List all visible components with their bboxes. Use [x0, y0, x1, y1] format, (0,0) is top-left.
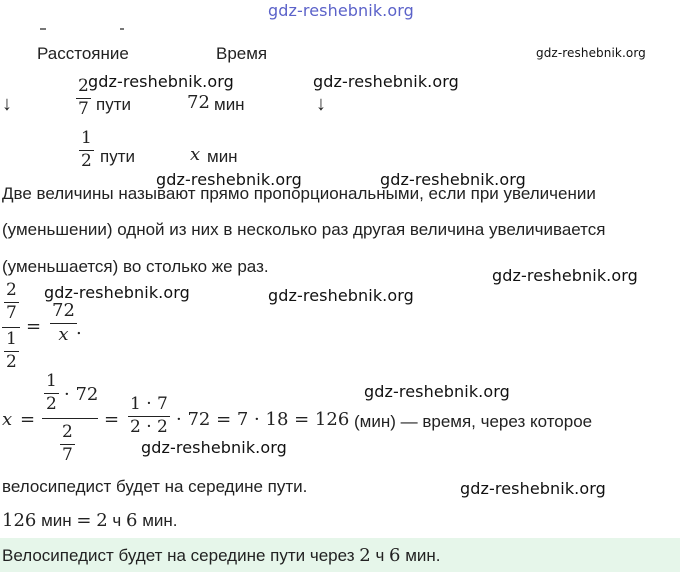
answer-minutes-unit: мин.	[405, 546, 441, 565]
row2-label: пути	[100, 147, 135, 166]
fraction-numerator: 2	[78, 76, 89, 96]
conversion-line	[2, 512, 178, 530]
row2-time-unit: мин	[207, 147, 238, 166]
row1-time-unit: мин	[214, 95, 245, 114]
conversion-rest-unit: мин.	[142, 511, 178, 530]
solution-line-2: велосипедист будет на середине пути.	[2, 477, 308, 496]
solution-tail-text: (мин) — время, через которое	[354, 412, 593, 431]
fraction-numerator: 1	[46, 371, 57, 391]
answer-minutes: 6	[389, 545, 401, 566]
proportion-equals: =	[26, 316, 42, 337]
arrow-down-icon: ↓	[2, 93, 12, 115]
watermark: gdz-reshebnik.org	[313, 72, 459, 91]
watermark: gdz-reshebnik.org	[88, 72, 234, 91]
watermark: gdz-reshebnik.org	[141, 438, 287, 457]
fraction-numerator: 1 · 7	[130, 394, 168, 414]
solution-f2-fraction	[128, 396, 170, 436]
solution-f1-top-rest: · 72	[64, 384, 99, 405]
row2-fraction	[79, 130, 94, 170]
solution-main-bar	[42, 418, 98, 419]
definition-line-3: (уменьшается) во столько же раз.	[2, 257, 269, 276]
header-time: Время	[216, 44, 268, 63]
watermark: gdz-reshebnik.org	[364, 382, 510, 401]
solution-f1-bottom-fraction	[60, 424, 75, 464]
fraction-numerator: 1	[81, 128, 92, 148]
row1-label: пути	[96, 95, 131, 114]
fraction-denominator: 2	[81, 151, 92, 172]
fraction-denominator: 2 · 2	[130, 417, 168, 438]
answer-hours-unit: ч	[375, 546, 385, 565]
watermark: gdz-reshebnik.org	[492, 266, 638, 285]
fraction-denominator: 7	[78, 99, 89, 120]
fraction-numerator: 2	[6, 280, 17, 300]
watermark: gdz-reshebnik.org	[380, 170, 526, 189]
fraction-denominator: 2	[46, 394, 57, 415]
definition-line-2: (уменьшении) одной из них в несколько раз другая величина увеличивается	[2, 220, 606, 239]
conversion-hours-value: 2	[96, 510, 108, 531]
answer-box	[0, 538, 680, 572]
solution-f1-top-fraction	[44, 373, 59, 413]
proportion-top-fraction	[4, 282, 19, 322]
conversion-equals: =	[76, 510, 92, 531]
fraction-numerator: 2	[62, 422, 73, 442]
cutoff-remnant-2	[120, 24, 124, 30]
watermark: gdz-reshebnik.org	[460, 479, 606, 498]
watermark: gdz-reshebnik.org	[156, 170, 302, 189]
solution-tail-math: · 72 = 7 · 18 = 126	[176, 409, 350, 430]
fraction-numerator: 72	[52, 300, 75, 321]
answer-line	[2, 547, 441, 565]
proportion-right-fraction	[50, 302, 77, 344]
conversion-minutes-unit: мин	[41, 511, 72, 530]
conversion-hours-unit: ч	[112, 511, 122, 530]
conversion-minutes-value: 126	[2, 510, 37, 531]
proportion-bottom-fraction	[4, 331, 19, 371]
conversion-rest-value: 6	[126, 510, 138, 531]
row2-time-value: x	[190, 144, 201, 165]
watermark: gdz-reshebnik.org	[268, 286, 414, 305]
solution-lhs: x	[2, 409, 13, 430]
arrow-down-icon: ↓	[316, 93, 326, 115]
answer-prefix: Велосипедист будет на середине пути через	[2, 546, 355, 565]
watermark: gdz-reshebnik.org	[44, 283, 190, 302]
proportion-period: .	[76, 318, 82, 339]
watermark: gdz-reshebnik.org	[536, 46, 646, 60]
watermark-top: gdz-reshebnik.org	[268, 1, 414, 20]
header-distance: Расстояние	[37, 44, 129, 63]
definition-line-1: Две величины называют прямо пропорциональными, если при увеличении	[2, 184, 596, 203]
fraction-denominator: 7	[62, 445, 73, 466]
solution-equals-2: =	[104, 409, 120, 430]
cutoff-remnant	[40, 22, 46, 30]
fraction-denominator: 7	[6, 303, 17, 324]
fraction-numerator: 1	[6, 329, 17, 349]
fraction-denominator: x	[58, 324, 69, 346]
row1-time-value: 72	[187, 92, 210, 113]
answer-hours: 2	[359, 545, 371, 566]
fraction-denominator: 2	[6, 352, 17, 373]
solution-equals: =	[20, 409, 36, 430]
